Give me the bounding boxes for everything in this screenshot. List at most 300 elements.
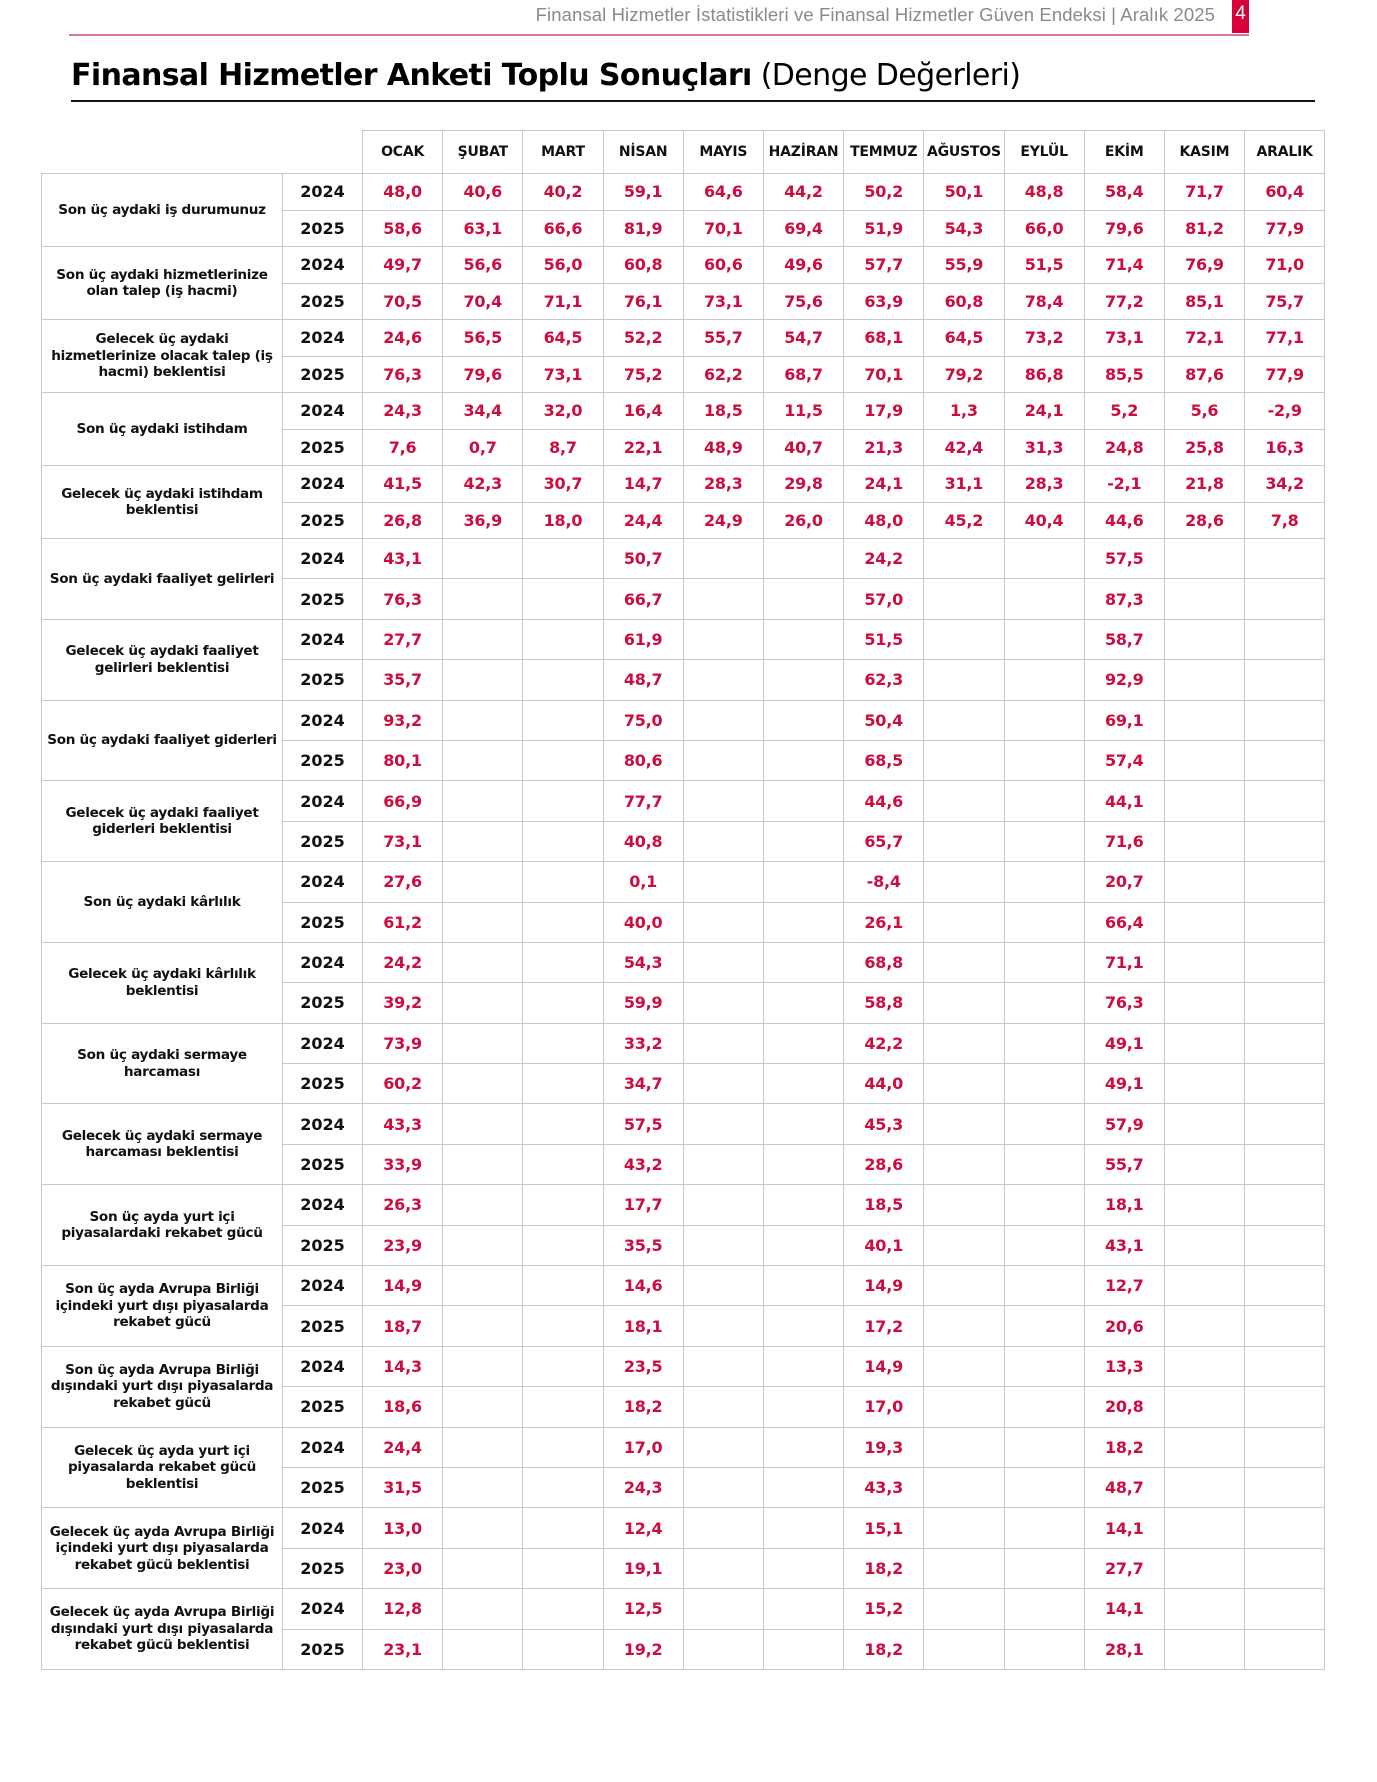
month-header: HAZİRAN (763, 131, 843, 174)
value-cell: 16,3 (1245, 429, 1325, 466)
value-cell: 63,1 (443, 210, 523, 247)
month-header: NİSAN (603, 131, 683, 174)
value-cell (523, 862, 603, 902)
value-cell (443, 1427, 523, 1467)
value-cell: 41,5 (363, 466, 443, 503)
value-cell (523, 1387, 603, 1427)
value-cell: 18,2 (603, 1387, 683, 1427)
year-cell: 2025 (283, 210, 363, 247)
value-cell: 17,2 (844, 1306, 924, 1346)
indicator-label: Gelecek üç aydaki hizmetlerinize olacak talep (iş hacmi) beklentisi (42, 320, 283, 393)
value-cell: 40,2 (523, 174, 603, 211)
value-cell: -8,4 (844, 862, 924, 902)
value-cell (763, 1225, 843, 1265)
value-cell: 79,2 (924, 356, 1004, 393)
value-cell (443, 983, 523, 1023)
value-cell (1245, 1023, 1325, 1063)
value-cell (1004, 1589, 1084, 1629)
value-cell (523, 1467, 603, 1507)
month-header: EKİM (1084, 131, 1164, 174)
table-row (42, 1346, 1325, 1386)
year-cell: 2024 (283, 174, 363, 211)
value-cell: 24,6 (363, 320, 443, 357)
value-cell (924, 660, 1004, 700)
value-cell: 8,7 (523, 429, 603, 466)
value-cell: 11,5 (763, 393, 843, 430)
value-cell (1164, 1144, 1244, 1184)
value-cell: 24,3 (603, 1467, 683, 1507)
value-cell: 39,2 (363, 983, 443, 1023)
value-cell (523, 1266, 603, 1306)
value-cell: 77,1 (1245, 320, 1325, 357)
value-cell: 51,5 (844, 619, 924, 659)
value-cell: 87,6 (1164, 356, 1244, 393)
value-cell: 26,8 (363, 502, 443, 539)
value-cell (523, 983, 603, 1023)
value-cell: 58,7 (1084, 619, 1164, 659)
value-cell (763, 619, 843, 659)
value-cell: 23,1 (363, 1629, 443, 1669)
value-cell: 60,6 (683, 247, 763, 284)
indicator-label: Gelecek üç ayda yurt içi piyasalarda rekabet gücü beklentisi (42, 1427, 283, 1508)
value-cell (443, 942, 523, 982)
value-cell (924, 1225, 1004, 1265)
value-cell (683, 579, 763, 619)
value-cell: 45,2 (924, 502, 1004, 539)
value-cell (523, 1589, 603, 1629)
value-cell: 58,8 (844, 983, 924, 1023)
value-cell (1004, 1064, 1084, 1104)
value-cell (683, 862, 763, 902)
value-cell (1164, 1104, 1244, 1144)
month-header: ŞUBAT (443, 131, 523, 174)
value-cell: 57,5 (1084, 539, 1164, 579)
value-cell: 72,1 (1164, 320, 1244, 357)
table-row (42, 781, 1325, 821)
value-cell (683, 1548, 763, 1588)
value-cell (1245, 1548, 1325, 1588)
value-cell: 76,3 (363, 579, 443, 619)
value-cell (1164, 781, 1244, 821)
value-cell: 40,4 (1004, 502, 1084, 539)
value-cell: 81,2 (1164, 210, 1244, 247)
value-cell (763, 1508, 843, 1548)
value-cell (523, 781, 603, 821)
value-cell: 66,6 (523, 210, 603, 247)
month-header: MART (523, 131, 603, 174)
value-cell (683, 619, 763, 659)
value-cell: 14,9 (363, 1266, 443, 1306)
year-cell: 2024 (283, 1508, 363, 1548)
value-cell: 28,6 (1164, 502, 1244, 539)
value-cell: 61,2 (363, 902, 443, 942)
value-cell: 17,0 (603, 1427, 683, 1467)
year-cell: 2024 (283, 320, 363, 357)
value-cell (683, 1185, 763, 1225)
year-cell: 2025 (283, 983, 363, 1023)
value-cell (443, 740, 523, 780)
header-blank-label (42, 131, 283, 174)
value-cell: 28,1 (1084, 1629, 1164, 1669)
value-cell: 40,1 (844, 1225, 924, 1265)
value-cell (1164, 983, 1244, 1023)
value-cell: 48,9 (683, 429, 763, 466)
value-cell (443, 1589, 523, 1629)
value-cell (443, 1144, 523, 1184)
value-cell: 68,8 (844, 942, 924, 982)
value-cell: 24,1 (844, 466, 924, 503)
value-cell (1004, 539, 1084, 579)
value-cell (1004, 1104, 1084, 1144)
value-cell: 48,7 (603, 660, 683, 700)
value-cell (1245, 740, 1325, 780)
value-cell: 77,7 (603, 781, 683, 821)
table-row (42, 247, 1325, 284)
value-cell (1245, 1185, 1325, 1225)
value-cell (1004, 619, 1084, 659)
value-cell (443, 1104, 523, 1144)
value-cell: 13,3 (1084, 1346, 1164, 1386)
value-cell (443, 902, 523, 942)
month-header: AĞUSTOS (924, 131, 1004, 174)
month-header: ARALIK (1245, 131, 1325, 174)
month-header: MAYIS (683, 131, 763, 174)
value-cell: 55,9 (924, 247, 1004, 284)
value-cell: 80,1 (363, 740, 443, 780)
value-cell: 71,7 (1164, 174, 1244, 211)
value-cell (1004, 579, 1084, 619)
value-cell (1004, 821, 1084, 861)
value-cell: 12,4 (603, 1508, 683, 1548)
value-cell: 75,0 (603, 700, 683, 740)
value-cell: 76,3 (363, 356, 443, 393)
year-cell: 2025 (283, 429, 363, 466)
value-cell: 28,3 (1004, 466, 1084, 503)
value-cell (443, 1346, 523, 1386)
value-cell (1004, 1266, 1084, 1306)
value-cell (924, 700, 1004, 740)
value-cell (523, 1225, 603, 1265)
value-cell (443, 1548, 523, 1588)
value-cell: 18,1 (603, 1306, 683, 1346)
value-cell (1245, 1104, 1325, 1144)
year-cell: 2024 (283, 942, 363, 982)
value-cell: 63,9 (844, 283, 924, 320)
value-cell: 64,5 (523, 320, 603, 357)
value-cell: 70,4 (443, 283, 523, 320)
running-header: Finansal Hizmetler İstatistikleri ve Finansal Hizmetler Güven Endeksi | Aralık 2025 (535, 4, 1215, 25)
value-cell (1004, 1185, 1084, 1225)
value-cell (1164, 539, 1244, 579)
value-cell: 73,1 (363, 821, 443, 861)
value-cell (523, 619, 603, 659)
value-cell (763, 1023, 843, 1063)
value-cell (523, 579, 603, 619)
value-cell (763, 821, 843, 861)
value-cell (1164, 700, 1244, 740)
table-row (42, 466, 1325, 503)
value-cell: 57,4 (1084, 740, 1164, 780)
value-cell (1004, 1387, 1084, 1427)
value-cell: 24,2 (844, 539, 924, 579)
value-cell (1164, 1185, 1244, 1225)
value-cell (1245, 902, 1325, 942)
value-cell (523, 1306, 603, 1346)
value-cell (924, 942, 1004, 982)
value-cell: 66,0 (1004, 210, 1084, 247)
page-number-badge: 4 (1232, 0, 1249, 33)
year-cell: 2024 (283, 1346, 363, 1386)
value-cell (763, 1346, 843, 1386)
value-cell: 26,1 (844, 902, 924, 942)
value-cell: 40,0 (603, 902, 683, 942)
value-cell (523, 1508, 603, 1548)
indicator-label: Gelecek üç aydaki sermaye harcaması beklentisi (42, 1104, 283, 1185)
value-cell (523, 1144, 603, 1184)
value-cell (1004, 1144, 1084, 1184)
value-cell: 24,3 (363, 393, 443, 430)
value-cell (763, 1467, 843, 1507)
value-cell: 75,6 (763, 283, 843, 320)
value-cell (1164, 1508, 1244, 1548)
value-cell (1245, 862, 1325, 902)
value-cell (683, 1508, 763, 1548)
table-row (42, 320, 1325, 357)
value-cell: 56,5 (443, 320, 523, 357)
value-cell: 71,6 (1084, 821, 1164, 861)
value-cell: 31,1 (924, 466, 1004, 503)
value-cell (1164, 1427, 1244, 1467)
value-cell: 71,0 (1245, 247, 1325, 284)
value-cell (1004, 902, 1084, 942)
value-cell: 56,0 (523, 247, 603, 284)
value-cell (443, 862, 523, 902)
value-cell (523, 1427, 603, 1467)
value-cell (924, 1629, 1004, 1669)
value-cell: 5,2 (1084, 393, 1164, 430)
value-cell (1245, 821, 1325, 861)
value-cell (523, 1064, 603, 1104)
value-cell: 48,0 (363, 174, 443, 211)
year-cell: 2025 (283, 1306, 363, 1346)
value-cell: 24,8 (1084, 429, 1164, 466)
value-cell (763, 781, 843, 821)
value-cell: 49,1 (1084, 1064, 1164, 1104)
month-header: OCAK (363, 131, 443, 174)
value-cell (443, 539, 523, 579)
value-cell: 35,5 (603, 1225, 683, 1265)
value-cell (763, 1629, 843, 1669)
value-cell: 71,1 (1084, 942, 1164, 982)
value-cell (924, 1064, 1004, 1104)
value-cell (1245, 781, 1325, 821)
value-cell: 17,9 (844, 393, 924, 430)
value-cell (683, 1144, 763, 1184)
value-cell: 54,3 (924, 210, 1004, 247)
value-cell (763, 983, 843, 1023)
value-cell (523, 1346, 603, 1386)
value-cell: 18,1 (1084, 1185, 1164, 1225)
value-cell: 23,5 (603, 1346, 683, 1386)
value-cell (763, 1185, 843, 1225)
value-cell: 73,2 (1004, 320, 1084, 357)
value-cell: 44,6 (1084, 502, 1164, 539)
year-cell: 2024 (283, 1185, 363, 1225)
year-cell: 2025 (283, 1467, 363, 1507)
value-cell: 18,5 (683, 393, 763, 430)
value-cell: 60,8 (924, 283, 1004, 320)
value-cell: 15,2 (844, 1589, 924, 1629)
value-cell (763, 1548, 843, 1588)
value-cell (683, 539, 763, 579)
value-cell (1164, 1306, 1244, 1346)
title-underline (71, 100, 1315, 102)
year-cell: 2025 (283, 579, 363, 619)
year-cell: 2024 (283, 1427, 363, 1467)
value-cell: 17,7 (603, 1185, 683, 1225)
value-cell (683, 983, 763, 1023)
value-cell (443, 1629, 523, 1669)
value-cell (683, 1104, 763, 1144)
year-cell: 2025 (283, 283, 363, 320)
value-cell: 58,6 (363, 210, 443, 247)
value-cell: 48,0 (844, 502, 924, 539)
value-cell (523, 942, 603, 982)
value-cell: 68,5 (844, 740, 924, 780)
value-cell (763, 862, 843, 902)
value-cell (683, 1064, 763, 1104)
value-cell: 77,9 (1245, 210, 1325, 247)
value-cell: 69,4 (763, 210, 843, 247)
value-cell: 75,2 (603, 356, 683, 393)
table-row (42, 700, 1325, 740)
value-cell (1004, 983, 1084, 1023)
value-cell (1245, 1064, 1325, 1104)
value-cell: 36,9 (443, 502, 523, 539)
value-cell (1004, 1427, 1084, 1467)
value-cell: 71,1 (523, 283, 603, 320)
value-cell: 54,7 (763, 320, 843, 357)
value-cell: 28,6 (844, 1144, 924, 1184)
value-cell: 21,8 (1164, 466, 1244, 503)
year-cell: 2024 (283, 781, 363, 821)
value-cell (523, 740, 603, 780)
value-cell (763, 1144, 843, 1184)
value-cell (683, 1589, 763, 1629)
value-cell (1245, 619, 1325, 659)
value-cell: 18,2 (844, 1548, 924, 1588)
value-cell (763, 902, 843, 942)
indicator-label: Gelecek üç ayda Avrupa Birliği dışındaki yurt dışı piyasalarda rekabet gücü beklentisi (42, 1589, 283, 1670)
value-cell (1245, 1306, 1325, 1346)
value-cell (1164, 1266, 1244, 1306)
value-cell (924, 781, 1004, 821)
value-cell (1245, 1629, 1325, 1669)
value-cell (683, 781, 763, 821)
value-cell: 77,2 (1084, 283, 1164, 320)
value-cell: 49,7 (363, 247, 443, 284)
value-cell (924, 1387, 1004, 1427)
value-cell (1245, 1387, 1325, 1427)
value-cell (1004, 660, 1084, 700)
value-cell: 0,7 (443, 429, 523, 466)
value-cell (1164, 1387, 1244, 1427)
year-cell: 2025 (283, 821, 363, 861)
value-cell: 68,7 (763, 356, 843, 393)
month-header-row (42, 131, 1325, 174)
year-cell: 2025 (283, 1144, 363, 1184)
value-cell (924, 1185, 1004, 1225)
value-cell (1004, 740, 1084, 780)
value-cell: 80,6 (603, 740, 683, 780)
year-cell: 2025 (283, 660, 363, 700)
month-header: EYLÜL (1004, 131, 1084, 174)
value-cell: 43,3 (363, 1104, 443, 1144)
table-row (42, 174, 1325, 211)
value-cell: 60,8 (603, 247, 683, 284)
value-cell: 57,0 (844, 579, 924, 619)
year-cell: 2024 (283, 1023, 363, 1063)
year-cell: 2025 (283, 1548, 363, 1588)
value-cell: 29,8 (763, 466, 843, 503)
table-row (42, 1266, 1325, 1306)
value-cell (443, 660, 523, 700)
value-cell: 68,1 (844, 320, 924, 357)
value-cell (1245, 539, 1325, 579)
value-cell (1164, 1548, 1244, 1588)
value-cell: 18,2 (1084, 1427, 1164, 1467)
value-cell: 34,7 (603, 1064, 683, 1104)
value-cell: 24,4 (363, 1427, 443, 1467)
value-cell (443, 1225, 523, 1265)
value-cell: 58,4 (1084, 174, 1164, 211)
value-cell (924, 740, 1004, 780)
value-cell: 23,0 (363, 1548, 443, 1588)
value-cell (1004, 700, 1084, 740)
indicator-label: Gelecek üç aydaki faaliyet gelirleri beklentisi (42, 619, 283, 700)
value-cell: 50,7 (603, 539, 683, 579)
value-cell (924, 619, 1004, 659)
value-cell (443, 1467, 523, 1507)
value-cell (1164, 1629, 1244, 1669)
page-title (71, 58, 1020, 93)
value-cell: 34,2 (1245, 466, 1325, 503)
value-cell (924, 821, 1004, 861)
value-cell (924, 862, 1004, 902)
value-cell: 30,7 (523, 466, 603, 503)
value-cell: 66,4 (1084, 902, 1164, 942)
table-row (42, 393, 1325, 430)
table-row (42, 619, 1325, 659)
value-cell (924, 1467, 1004, 1507)
value-cell (683, 1023, 763, 1063)
value-cell: 92,9 (1084, 660, 1164, 700)
value-cell: 59,1 (603, 174, 683, 211)
value-cell: 40,6 (443, 174, 523, 211)
value-cell: 42,3 (443, 466, 523, 503)
value-cell (683, 1427, 763, 1467)
value-cell (1164, 740, 1244, 780)
value-cell: 79,6 (443, 356, 523, 393)
value-cell: 76,9 (1164, 247, 1244, 284)
value-cell (1245, 700, 1325, 740)
value-cell (1004, 1467, 1084, 1507)
value-cell: 24,4 (603, 502, 683, 539)
value-cell: 51,9 (844, 210, 924, 247)
value-cell: 14,9 (844, 1346, 924, 1386)
value-cell (683, 1225, 763, 1265)
value-cell: 44,2 (763, 174, 843, 211)
